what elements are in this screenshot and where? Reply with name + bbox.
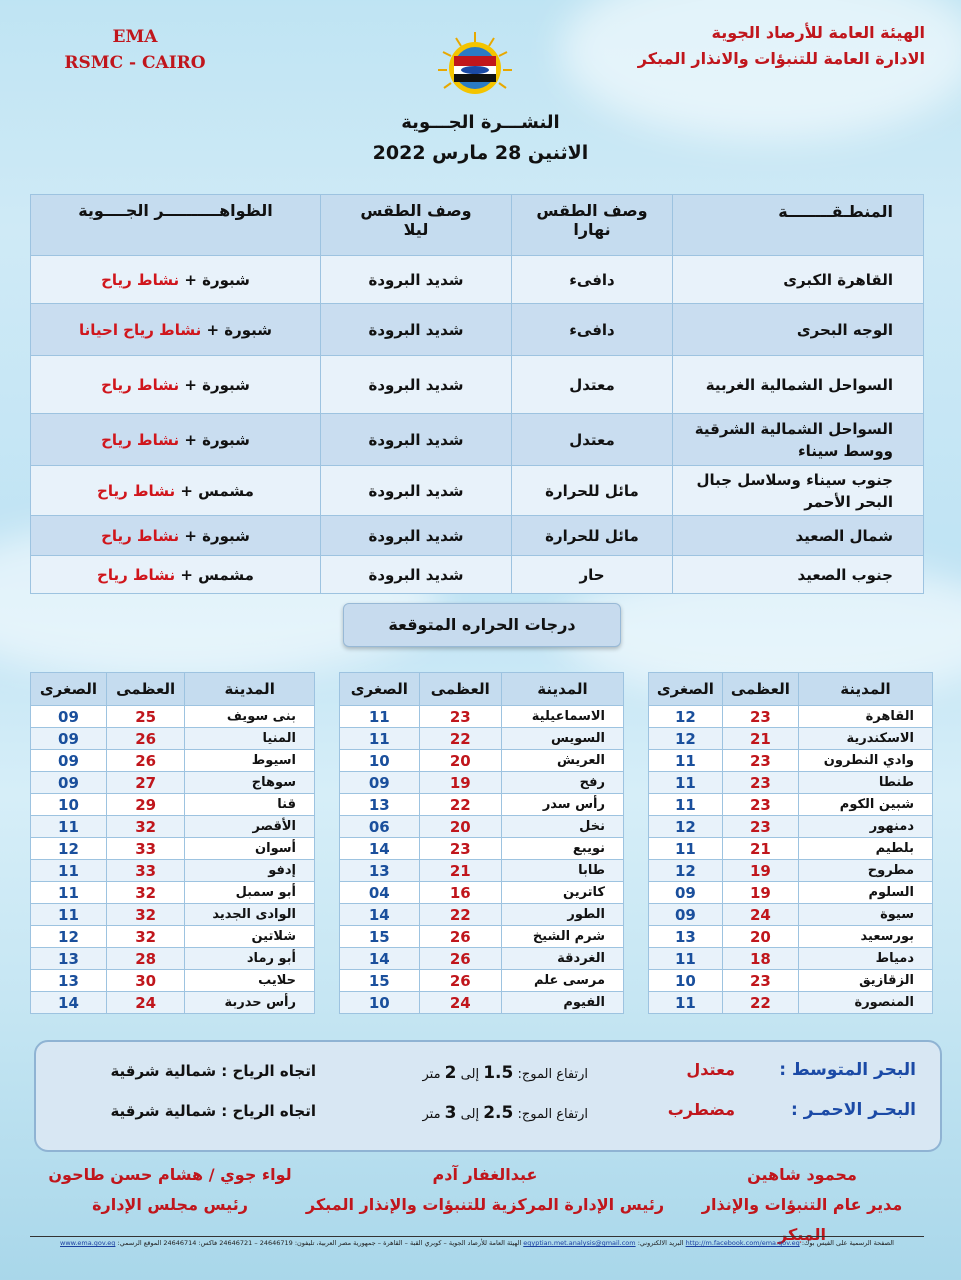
table-row [31,838,315,860]
max-temp-cell: 30 [106,970,184,992]
temp-table-header [340,673,624,706]
city-cell: اسيوط [185,750,315,772]
max-temp-cell: 23 [722,750,798,772]
signatory-name: لواء جوي / هشام حسن طاحون [48,1165,292,1184]
table-row [649,948,933,970]
wave-from: 2.5 [483,1103,514,1123]
temps-section-label: درجات الحراره المتوقعة [343,603,621,647]
wind-direction: اتجاه الرياح : شمالية شرقية [110,1102,316,1120]
min-temp-cell: 12 [31,838,107,860]
bulletin-title: النشـــرة الجـــوية [401,112,560,133]
city-cell: مطروح [798,860,932,882]
max-temp-cell: 26 [106,750,184,772]
max-temp-cell: 24 [106,992,184,1014]
city-cell: أبو سمبل [185,882,315,904]
phenomena-wind: نشاط رياح [97,481,176,500]
col-header-max: العظمى [106,673,184,706]
max-temp-cell: 19 [722,860,798,882]
table-row [340,794,624,816]
wave-height [422,1063,588,1083]
wave-height [422,1103,588,1123]
phenomena-main: شبورة + [206,320,273,339]
city-cell: الاسماعيلية [501,706,623,728]
min-temp-cell: 12 [649,706,723,728]
night-cell: شديد البرودة [321,304,512,356]
max-temp-cell: 27 [106,772,184,794]
night-cell: شديد البرودة [321,556,512,594]
min-temp-cell: 09 [649,904,723,926]
max-temp-cell: 22 [419,728,501,750]
max-temp-cell: 20 [722,926,798,948]
city-cell: السويس [501,728,623,750]
region-cell: القاهرة الكبرى [673,256,924,304]
city-cell: دمياط [798,948,932,970]
footer-email-link[interactable]: egyptian.met.analysis@gmail.com [523,1239,636,1247]
phenomena-cell [31,414,321,466]
sea-name: البحر المتوسط : [779,1060,916,1080]
max-temp-cell: 22 [419,904,501,926]
table-row [649,750,933,772]
phenomena-main: مشمس + [180,481,254,500]
min-temp-cell: 13 [340,860,420,882]
max-temp-cell: 32 [106,882,184,904]
city-cell: شبين الكوم [798,794,932,816]
city-cell: بلطيم [798,838,932,860]
day-cell: مائل للحرارة [512,516,673,556]
table-row [31,356,924,414]
city-cell: أسوان [185,838,315,860]
phenomena-cell [31,304,321,356]
max-temp-cell: 25 [106,706,184,728]
org-code [60,24,210,76]
table-row [31,882,315,904]
min-temp-cell: 10 [31,794,107,816]
wave-unit: متر [422,1107,441,1122]
col-header-max: العظمى [419,673,501,706]
city-cell: الزقازيق [798,970,932,992]
city-cell: سوهاج [185,772,315,794]
table-row [31,948,315,970]
max-temp-cell: 26 [419,948,501,970]
table-row [649,970,933,992]
table-row [340,904,624,926]
org-rsmc: RSMC - CAIRO [64,53,206,73]
signature-chairman [40,1160,300,1220]
city-cell: الوادى الجديد [185,904,315,926]
max-temp-cell: 32 [106,816,184,838]
day-cell: دافىء [512,304,673,356]
phenomena-main: شبورة + [184,375,250,394]
region-cell: السواحل الشمالية الغربية [673,356,924,414]
signatory-name: محمود شاهين [747,1165,857,1184]
max-temp-cell: 23 [722,772,798,794]
min-temp-cell: 10 [649,970,723,992]
city-cell: طابا [501,860,623,882]
col-header-city: المدينة [185,673,315,706]
phenomena-wind: نشاط رياح [101,375,180,394]
table-row [31,728,315,750]
city-cell: رأس سدر [501,794,623,816]
max-temp-cell: 23 [722,794,798,816]
table-row [649,838,933,860]
phenomena-main: شبورة + [184,270,250,289]
temp-table-header [649,673,933,706]
region-cell: جنوب الصعيد [673,556,924,594]
min-temp-cell: 12 [649,816,723,838]
max-temp-cell: 20 [419,816,501,838]
table-row [31,516,924,556]
table-row [649,860,933,882]
max-temp-cell: 23 [722,970,798,992]
col-header-city: المدينة [798,673,932,706]
table-row [340,816,624,838]
min-temp-cell: 11 [31,860,107,882]
col-header-night-l1: وصف الطقس [360,201,472,220]
table-row [340,970,624,992]
signatory-title: رئيس مجلس الإدارة [92,1195,248,1214]
table-row [31,556,924,594]
max-temp-cell: 19 [722,882,798,904]
sea-state-panel [34,1040,942,1152]
max-temp-cell: 28 [106,948,184,970]
table-row [340,772,624,794]
footer-email-label: البريد الالكتروني: [637,1239,684,1247]
col-header-day [512,195,673,256]
table-row [31,794,315,816]
wave-to: 2 [444,1063,457,1083]
phenomena-wind: نشاط رياح [101,526,180,545]
col-header-city: المدينة [501,673,623,706]
sea-row-red-sea [36,1100,940,1130]
table-row [649,882,933,904]
city-cell: رفح [501,772,623,794]
phenomena-cell [31,556,321,594]
city-cell: السلوم [798,882,932,904]
col-header-region: المنطـقــــــــة [673,195,924,256]
table-row [649,904,933,926]
max-temp-cell: 26 [106,728,184,750]
table-row [340,750,624,772]
night-cell: شديد البرودة [321,256,512,304]
city-cell: رأس حدربة [185,992,315,1014]
city-cell: بنى سويف [185,706,315,728]
table-row [649,794,933,816]
city-cell: الاسكندرية [798,728,932,750]
night-cell: شديد البرودة [321,466,512,516]
max-temp-cell: 29 [106,794,184,816]
max-temp-cell: 21 [722,728,798,750]
region-cell: شمال الصعيد [673,516,924,556]
min-temp-cell: 09 [31,772,107,794]
col-header-max: العظمى [722,673,798,706]
sea-row-mediterranean [36,1060,940,1090]
max-temp-cell: 19 [419,772,501,794]
city-cell: الغردقة [501,948,623,970]
table-row [649,992,933,1014]
phenomena-main: شبورة + [184,430,250,449]
phenomena-wind: نشاط رياح [101,430,180,449]
min-temp-cell: 11 [31,904,107,926]
table-row [340,728,624,750]
table-row [31,772,315,794]
table-row [340,860,624,882]
min-temp-cell: 09 [649,882,723,904]
min-temp-cell: 12 [649,728,723,750]
max-temp-cell: 26 [419,970,501,992]
max-temp-cell: 23 [722,706,798,728]
city-cell: المنصورة [798,992,932,1014]
table-row [649,926,933,948]
min-temp-cell: 11 [649,750,723,772]
wave-from: 1.5 [483,1063,514,1083]
col-header-phenomena: الظواهــــــــــر الجــــوية [31,195,321,256]
footer-facebook-label: الصفحة الرسمية على الفيس بوك: [801,1239,894,1247]
city-cell: الأقصر [185,816,315,838]
phenomena-wind: نشاط رياح احيانا [78,320,202,339]
sea-name: البحـر الاحمـر : [791,1100,916,1120]
table-row [649,706,933,728]
department-name-ar: الادارة العامة للتنبؤات والانذار المبكر [637,49,925,68]
city-cell: شرم الشيخ [501,926,623,948]
min-temp-cell: 14 [340,948,420,970]
region-cell: الوجه البحرى [673,304,924,356]
min-temp-cell: 12 [649,860,723,882]
table-row [31,992,315,1014]
city-cell: المنيا [185,728,315,750]
col-header-min: الصغرى [649,673,723,706]
night-cell: شديد البرودة [321,414,512,466]
sea-condition: مضطرب [667,1100,735,1119]
bulletin-date: الاثنين 28 مارس 2022 [372,142,589,164]
footer-website-link[interactable]: www.ema.gov.eg [60,1239,116,1247]
min-temp-cell: 09 [31,728,107,750]
min-temp-cell: 11 [649,948,723,970]
max-temp-cell: 33 [106,860,184,882]
signatory-title: رئيس الإدارة المركزية للتنبؤات والإنذار المبكر [305,1195,665,1214]
min-temp-cell: 09 [340,772,420,794]
phenomena-cell [31,466,321,516]
table-row [649,816,933,838]
wave-label: ارتفاع الموج: [517,1107,588,1122]
max-temp-cell: 23 [722,816,798,838]
table-row [31,904,315,926]
table-row [31,706,315,728]
max-temp-cell: 33 [106,838,184,860]
max-temp-cell: 21 [419,860,501,882]
min-temp-cell: 13 [340,794,420,816]
table-row [340,948,624,970]
city-cell: إدفو [185,860,315,882]
temp-table-canal-sinai [339,672,624,1014]
table-row [649,772,933,794]
col-header-min: الصغرى [340,673,420,706]
city-cell: نخل [501,816,623,838]
col-header-min: الصغرى [31,673,107,706]
min-temp-cell: 11 [649,838,723,860]
table-row [31,750,315,772]
min-temp-cell: 13 [31,948,107,970]
table-row [340,992,624,1014]
max-temp-cell: 16 [419,882,501,904]
max-temp-cell: 24 [419,992,501,1014]
table-row [31,304,924,356]
min-temp-cell: 14 [340,904,420,926]
wave-unit: متر [422,1067,441,1082]
night-cell: شديد البرودة [321,356,512,414]
min-temp-cell: 13 [649,926,723,948]
day-cell: حار [512,556,673,594]
city-cell: الفيوم [501,992,623,1014]
org-abbrev: EMA [112,27,158,47]
table-row [31,860,315,882]
phenomena-cell [31,256,321,304]
table-row [340,926,624,948]
wave-to-word: إلى [460,1067,480,1082]
table-row [31,466,924,516]
footer [30,1236,924,1247]
phenomena-main: شبورة + [184,526,250,545]
col-header-day-l1: وصف الطقس [536,201,648,220]
city-cell: بورسعيد [798,926,932,948]
min-temp-cell: 15 [340,926,420,948]
wave-label: ارتفاع الموج: [517,1067,588,1082]
max-temp-cell: 21 [722,838,798,860]
max-temp-cell: 23 [419,706,501,728]
region-cell: جنوب سيناء وسلاسل جبال البحر الأحمر [673,466,924,516]
day-cell: مائل للحرارة [512,466,673,516]
min-temp-cell: 11 [649,992,723,1014]
min-temp-cell: 06 [340,816,420,838]
wind-direction: اتجاه الرياح : شمالية شرقية [110,1062,316,1080]
footer-address: الهيئة العامة للأرصاد الجوية – كوبري القبة – القاهرة – جمهورية مصر العربية، تليفون: 24646719 – 24646721 فاكس: 24646714 الموقع الرسمي: [117,1239,522,1247]
temp-table-north [648,672,933,1014]
min-temp-cell: 10 [340,750,420,772]
min-temp-cell: 09 [31,750,107,772]
city-cell: حلايب [185,970,315,992]
region-cell: السواحل الشمالية الشرقية ووسط سيناء [673,414,924,466]
wave-to-word: إلى [460,1107,480,1122]
city-cell: كاترين [501,882,623,904]
forecast-table [30,194,924,594]
min-temp-cell: 11 [649,772,723,794]
wave-to: 3 [444,1103,457,1123]
col-header-night [321,195,512,256]
phenomena-wind: نشاط رياح [97,565,176,584]
org-name-ar: الهيئة العامة للأرصاد الجوية [711,23,925,42]
city-cell: قنا [185,794,315,816]
min-temp-cell: 11 [340,706,420,728]
min-temp-cell: 04 [340,882,420,904]
table-row [31,414,924,466]
min-temp-cell: 10 [340,992,420,1014]
max-temp-cell: 26 [419,926,501,948]
phenomena-cell [31,516,321,556]
org-names [638,20,925,72]
max-temp-cell: 24 [722,904,798,926]
min-temp-cell: 14 [31,992,107,1014]
sea-condition: معتدل [686,1060,735,1079]
min-temp-cell: 11 [31,882,107,904]
city-cell: أبو رماد [185,948,315,970]
night-cell: شديد البرودة [321,516,512,556]
max-temp-cell: 22 [722,992,798,1014]
city-cell: الطور [501,904,623,926]
min-temp-cell: 11 [340,728,420,750]
temp-table-header [31,673,315,706]
table-row [340,706,624,728]
min-temp-cell: 11 [649,794,723,816]
max-temp-cell: 20 [419,750,501,772]
signatory-title: مدير عام التنبؤات والإنذار المبكر [701,1195,903,1244]
phenomena-wind: نشاط رياح [101,270,180,289]
min-temp-cell: 14 [340,838,420,860]
city-cell: وادي النطرون [798,750,932,772]
day-cell: معتدل [512,414,673,466]
table-row [340,838,624,860]
min-temp-cell: 15 [340,970,420,992]
col-header-day-l2: نهارا [573,220,611,239]
table-row [31,816,315,838]
table-row [31,256,924,304]
table-row [31,926,315,948]
table-row [649,728,933,750]
table-row [31,970,315,992]
table-row [340,882,624,904]
signatory-name: عبدالغفار آدم [432,1165,538,1184]
day-cell: معتدل [512,356,673,414]
max-temp-cell: 32 [106,904,184,926]
col-header-night-l2: ليلا [403,220,429,239]
city-cell: سيوة [798,904,932,926]
phenomena-main: مشمس + [180,565,254,584]
temp-table-upper-egypt [30,672,315,1014]
max-temp-cell: 18 [722,948,798,970]
city-cell: العريش [501,750,623,772]
ema-logo [436,30,514,102]
signature-central-admin [300,1160,670,1220]
city-cell: القاهرة [798,706,932,728]
phenomena-cell [31,356,321,414]
max-temp-cell: 32 [106,926,184,948]
max-temp-cell: 23 [419,838,501,860]
min-temp-cell: 13 [31,970,107,992]
min-temp-cell: 11 [31,816,107,838]
city-cell: طنطا [798,772,932,794]
min-temp-cell: 09 [31,706,107,728]
footer-facebook-link[interactable]: http://m.facebook.com/ema.gov.eg [685,1239,800,1247]
min-temp-cell: 12 [31,926,107,948]
city-cell: مرسى علم [501,970,623,992]
day-cell: دافىء [512,256,673,304]
max-temp-cell: 22 [419,794,501,816]
city-cell: شلاتين [185,926,315,948]
city-cell: دمنهور [798,816,932,838]
city-cell: نويبع [501,838,623,860]
